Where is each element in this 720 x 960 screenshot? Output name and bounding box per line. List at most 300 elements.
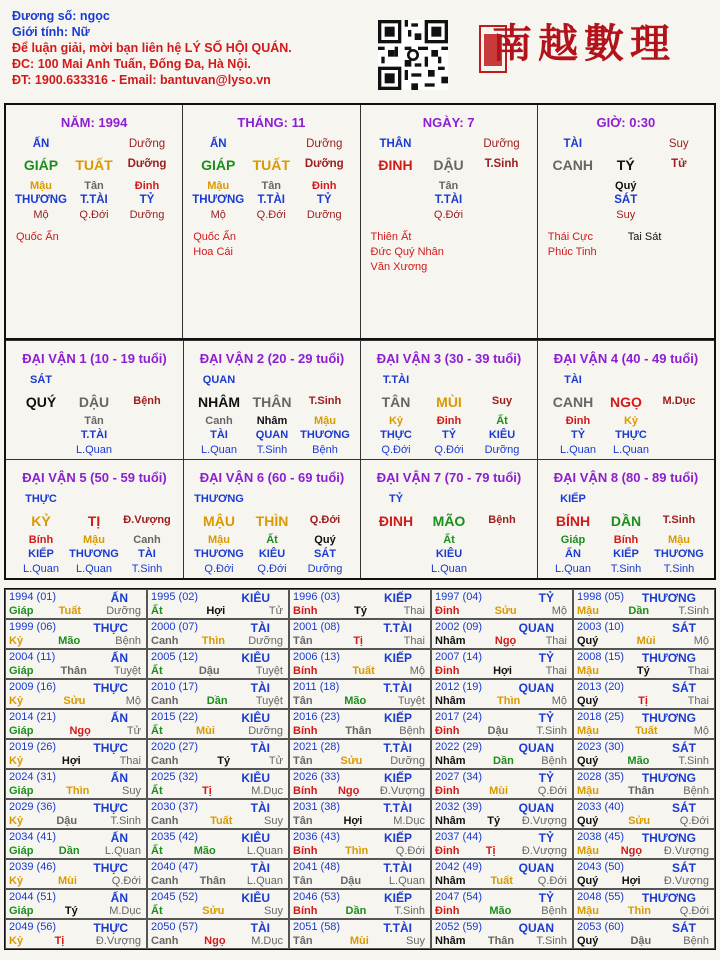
year-label: 2025 (32) <box>151 771 199 783</box>
year-phase: T.Sinh <box>536 725 567 737</box>
hidden-phase: L.Quan <box>200 444 238 456</box>
year-detail <box>577 785 709 797</box>
year-phase: Đ.Vượng <box>521 815 567 827</box>
year-phase: Suy <box>264 905 283 917</box>
year-cell <box>5 649 147 679</box>
pillar-title: NGÀY: 7 <box>422 115 475 130</box>
year-phase: T.Sinh <box>394 905 425 917</box>
dai-van-cell <box>360 459 537 578</box>
hidden-stem: Tân <box>438 180 459 192</box>
year-label: 1997 (04) <box>435 591 483 603</box>
pillar-title: THÁNG: 11 <box>237 115 306 130</box>
hidden-god: QUAN <box>255 429 289 441</box>
hidden-god: TÀI <box>210 429 228 441</box>
year-stem: Bính <box>293 785 318 797</box>
hidden-phase: L.Quan <box>554 563 592 575</box>
year-phase: Q.Đới <box>395 845 425 857</box>
hidden-god: THƯƠNG <box>194 548 244 560</box>
year-branch: Tị <box>202 785 212 797</box>
year-label: 2017 (24) <box>435 711 483 723</box>
year-label: 2027 (34) <box>435 771 483 783</box>
year-label: 2051 (58) <box>293 921 341 933</box>
hidden-stem: Quý <box>314 534 336 546</box>
year-phase: Thai <box>545 635 567 647</box>
dai-van-branch: THÌN <box>255 513 289 529</box>
year-stem: Đinh <box>435 785 460 797</box>
hidden-stem: Mậu <box>83 534 105 546</box>
year-phase: Q.Đới <box>537 875 567 887</box>
year-detail <box>151 935 283 947</box>
hidden-phase: Mộ <box>33 209 49 221</box>
year-label: 2041 (48) <box>293 861 341 873</box>
year-phase: Bệnh <box>541 755 567 767</box>
pillar-phase: Dưỡng <box>304 158 344 170</box>
year-phase: Mộ <box>551 695 567 707</box>
year-cell <box>431 769 573 799</box>
year-stem: Quý <box>577 635 599 647</box>
year-label: 1999 (06) <box>9 621 57 633</box>
hidden-god: KIÊU <box>258 548 286 560</box>
year-cell <box>289 709 431 739</box>
year-label: 2021 (28) <box>293 741 341 753</box>
hidden-phase: Dưỡng <box>307 563 343 575</box>
year-stem: Ất <box>151 665 163 677</box>
year-god: KIÊU <box>241 651 270 665</box>
hidden-god: ẤN <box>565 548 581 560</box>
hidden-stem: Đinh <box>134 180 160 192</box>
year-god: THƯƠNG <box>641 591 696 605</box>
hidden-phase: Dưỡng <box>484 444 520 456</box>
year-god: TỶ <box>538 711 554 725</box>
pillar-star: Thái Cực <box>547 231 594 243</box>
year-branch: Mão <box>344 695 367 707</box>
year-branch: Mão <box>58 635 81 647</box>
year-label: 2024 (31) <box>9 771 57 783</box>
year-label: 2013 (20) <box>577 681 625 693</box>
pillar-star: Phúc Tinh <box>547 246 597 258</box>
year-branch: Tị <box>54 935 65 947</box>
year-phase: Thai <box>119 755 141 767</box>
year-branch: Tý <box>487 815 501 827</box>
year-detail <box>151 605 283 617</box>
dai-van-god: THỰC <box>25 493 57 505</box>
dai-van-cell <box>6 340 183 459</box>
dai-van-stem: NHÂM <box>198 394 240 410</box>
hidden-stem: Kỷ <box>623 415 639 427</box>
year-god: TÀI <box>250 741 270 755</box>
year-cell <box>289 919 431 949</box>
year-cell <box>289 589 431 619</box>
year-label: 2018 (25) <box>577 711 625 723</box>
year-phase: Tuyệt <box>255 695 283 707</box>
year-god: THƯƠNG <box>641 771 696 785</box>
header-info <box>12 8 292 88</box>
year-god: THỰC <box>93 801 128 815</box>
year-label: 2033 (40) <box>577 801 625 813</box>
year-god: QUAN <box>518 681 554 695</box>
year-cell <box>147 889 289 919</box>
year-god: ẤN <box>110 591 128 605</box>
year-detail <box>9 875 141 887</box>
year-stem: Bính <box>293 905 318 917</box>
year-label: 2039 (46) <box>9 861 57 873</box>
hidden-phase: L.Quan <box>75 563 113 575</box>
year-cell <box>5 739 147 769</box>
year-phase: Mộ <box>551 605 567 617</box>
year-cell <box>573 739 715 769</box>
year-detail <box>435 785 567 797</box>
hidden-stem: Ất <box>496 415 508 427</box>
year-phase: Thai <box>545 665 567 677</box>
year-god: THỰC <box>93 741 128 755</box>
contact-line: Để luận giải, mời bạn liên hệ LÝ SỐ HỘI QUÁN. <box>12 41 292 55</box>
year-cell <box>289 739 431 769</box>
year-branch: Hợi <box>493 665 512 677</box>
year-stem: Đinh <box>435 605 460 617</box>
hidden-phase: Q.Đới <box>204 563 234 575</box>
year-cell <box>289 799 431 829</box>
year-cell <box>147 589 289 619</box>
year-label: 2012 (19) <box>435 681 483 693</box>
dai-van-phase: Bệnh <box>133 395 161 407</box>
year-branch: Dậu <box>340 875 362 887</box>
year-stem: Canh <box>151 755 179 767</box>
pillar-column <box>6 105 182 338</box>
hidden-phase: Dưỡng <box>129 209 165 221</box>
year-god: KIÊU <box>241 831 270 845</box>
pillar-column <box>537 105 714 338</box>
year-branch: Mùi <box>195 725 215 737</box>
year-phase: Dưỡng <box>248 725 283 737</box>
year-cell <box>5 799 147 829</box>
year-branch: Mùi <box>489 785 509 797</box>
year-god: SÁT <box>672 801 696 815</box>
year-branch: Dậu <box>198 665 220 677</box>
year-phase: Tử <box>268 605 283 617</box>
year-label: 1994 (01) <box>9 591 57 603</box>
year-god: TÀI <box>250 921 270 935</box>
year-god: KIẾP <box>383 651 412 665</box>
hidden-phase: Mộ <box>210 209 226 221</box>
year-cell <box>289 859 431 889</box>
year-branch: Tuất <box>490 875 513 887</box>
year-cell <box>573 619 715 649</box>
dai-van-god: THƯƠNG <box>194 493 244 505</box>
year-detail <box>435 815 567 827</box>
year-stem: Nhâm <box>435 695 466 707</box>
dai-van-god: SÁT <box>30 374 52 386</box>
year-stem: Tân <box>293 695 313 707</box>
hidden-stem: Mậu <box>208 534 230 546</box>
year-cell <box>573 649 715 679</box>
year-label: 1998 (05) <box>577 591 625 603</box>
yearly-table <box>4 588 716 950</box>
pillar-star: Quốc Ấn <box>16 231 59 243</box>
year-detail <box>293 695 425 707</box>
year-label: 2048 (55) <box>577 891 625 903</box>
year-god: T.TÀI <box>383 921 412 935</box>
gender: Giới tính: Nữ <box>12 25 90 39</box>
year-stem: Canh <box>151 695 179 707</box>
year-cell <box>5 859 147 889</box>
year-detail <box>577 935 709 947</box>
year-cell <box>573 769 715 799</box>
year-branch: Tuất <box>210 815 233 827</box>
year-branch: Thìn <box>201 635 225 647</box>
year-label: 2019 (26) <box>9 741 57 753</box>
year-branch: Dậu <box>630 935 652 947</box>
year-stem: Tân <box>293 875 313 887</box>
year-phase: Thai <box>403 605 425 617</box>
hidden-god: THƯƠNG <box>192 194 245 206</box>
year-detail <box>293 605 425 617</box>
year-phase: Mộ <box>409 665 425 677</box>
year-cell <box>5 619 147 649</box>
hidden-phase: L.Quan <box>430 563 468 575</box>
year-stem: Kỷ <box>9 875 24 887</box>
pillar-stem: CANH <box>552 157 593 173</box>
year-god: SÁT <box>672 621 696 635</box>
hidden-god: THỰC <box>615 429 647 441</box>
year-detail <box>577 695 709 707</box>
year-detail <box>9 695 141 707</box>
year-phase: Thai <box>403 635 425 647</box>
year-stem: Ất <box>151 845 163 857</box>
pillar-top-phase: Dưỡng <box>306 138 343 150</box>
hidden-god: T.TÀI <box>80 194 108 206</box>
year-cell <box>431 919 573 949</box>
pillar-phase: T.Sinh <box>484 158 519 170</box>
year-god: TỶ <box>538 651 554 665</box>
year-god: TÀI <box>250 621 270 635</box>
hidden-phase: L.Quan <box>75 444 113 456</box>
pillar-top-phase: Dưỡng <box>483 138 520 150</box>
hidden-god: TỶ <box>441 429 457 441</box>
year-stem: Mậu <box>577 605 599 617</box>
hidden-god: TỶ <box>570 429 586 441</box>
hidden-phase: T.Sinh <box>610 563 642 575</box>
dai-van-god: TÀI <box>564 374 582 386</box>
dai-van-stem: KỶ <box>31 513 51 529</box>
year-branch: Thìn <box>345 845 369 857</box>
year-phase: Bệnh <box>683 935 709 947</box>
year-phase: M.Dục <box>109 905 141 917</box>
year-detail <box>293 725 425 737</box>
year-god: ẤN <box>110 891 128 905</box>
dai-van-cell <box>6 459 183 578</box>
hidden-stem: Ất <box>266 534 278 546</box>
year-phase: Tuyệt <box>255 665 283 677</box>
hidden-god: THƯƠNG <box>300 429 350 441</box>
year-cell <box>431 829 573 859</box>
hidden-stem: Đinh <box>565 415 591 427</box>
year-stem: Kỷ <box>9 935 24 947</box>
year-god: QUAN <box>518 621 554 635</box>
dai-van-title: ĐẠI VẬN 7 (70 - 79 tuổi) <box>376 470 522 485</box>
year-phase: Q.Đới <box>537 785 567 797</box>
year-label: 2042 (49) <box>435 861 483 873</box>
year-phase: Đ.Vượng <box>663 845 709 857</box>
dai-van-cell <box>537 340 714 459</box>
pillar-top-god: ẤN <box>209 138 227 150</box>
year-detail <box>435 755 567 767</box>
year-god: ẤN <box>110 831 128 845</box>
year-cell <box>431 649 573 679</box>
year-label: 2040 (47) <box>151 861 199 873</box>
hidden-god: THỰC <box>380 429 412 441</box>
year-cell <box>573 679 715 709</box>
year-branch: Thân <box>487 935 515 947</box>
pillar-title: GIỜ: 0:30 <box>596 115 656 130</box>
year-stem: Tân <box>293 815 313 827</box>
year-cell <box>147 619 289 649</box>
year-cell <box>431 619 573 649</box>
year-detail <box>577 905 709 917</box>
pillar-stem: GIÁP <box>201 157 236 173</box>
dai-van-phase: M.Dục <box>662 395 696 407</box>
year-detail <box>9 845 141 857</box>
year-stem: Canh <box>151 935 179 947</box>
hidden-stem: Tân <box>84 180 104 192</box>
dai-van-phase: T.Sinh <box>308 395 342 407</box>
year-phase: Dưỡng <box>248 635 283 647</box>
year-cell <box>289 769 431 799</box>
year-cell <box>289 649 431 679</box>
year-stem: Kỷ <box>9 755 24 767</box>
hidden-stem: Canh <box>205 415 233 427</box>
year-branch: Mùi <box>349 935 369 947</box>
year-stem: Bính <box>293 665 318 677</box>
year-god: TỶ <box>538 831 554 845</box>
year-cell <box>147 919 289 949</box>
year-god: THỰC <box>93 681 128 695</box>
year-god: KIẾP <box>383 591 412 605</box>
year-god: KIẾP <box>383 891 412 905</box>
dai-van-title: ĐẠI VẬN 5 (50 - 59 tuổi) <box>22 470 167 485</box>
year-label: 2036 (43) <box>293 831 341 843</box>
year-branch: Ngọ <box>620 845 643 857</box>
year-branch: Dần <box>628 605 650 617</box>
hidden-god: KIÊU <box>488 429 516 441</box>
year-detail <box>577 605 709 617</box>
year-god: ẤN <box>110 771 128 785</box>
year-detail <box>151 695 283 707</box>
year-label: 2050 (57) <box>151 921 199 933</box>
year-branch: Hợi <box>61 755 81 767</box>
year-branch: Mùi <box>636 635 656 647</box>
year-god: TỶ <box>538 891 554 905</box>
year-stem: Quý <box>577 755 599 767</box>
hidden-stem: Mậu <box>30 180 52 192</box>
hidden-god: T.TÀI <box>257 194 285 206</box>
hidden-stem: Đinh <box>436 415 462 427</box>
year-label: 2014 (21) <box>9 711 57 723</box>
year-god: T.TÀI <box>383 861 412 875</box>
year-label: 2010 (17) <box>151 681 199 693</box>
year-label: 2046 (53) <box>293 891 341 903</box>
hidden-phase: Q.Đới <box>434 444 464 456</box>
year-phase: Thai <box>687 665 709 677</box>
year-stem: Canh <box>151 815 179 827</box>
year-stem: Bính <box>293 605 318 617</box>
pillar-branch: DẬU <box>433 157 464 173</box>
year-phase: M.Dục <box>393 815 425 827</box>
year-label: 2001 (08) <box>293 621 341 633</box>
year-god: THƯƠNG <box>641 651 696 665</box>
year-label: 2035 (42) <box>151 831 199 843</box>
year-label: 2044 (51) <box>9 891 57 903</box>
hidden-phase: L.Quan <box>612 444 650 456</box>
year-phase: Mộ <box>125 695 141 707</box>
year-god: KIẾP <box>383 771 412 785</box>
year-branch: Dần <box>206 695 228 707</box>
year-stem: Giáp <box>9 605 34 617</box>
year-god: TÀI <box>250 861 270 875</box>
hidden-stem: Bính <box>613 534 639 546</box>
year-label: 2028 (35) <box>577 771 625 783</box>
year-stem: Nhâm <box>435 755 466 767</box>
year-branch: Mùi <box>57 875 77 887</box>
year-cell <box>5 919 147 949</box>
hidden-god: TỶ <box>316 194 332 206</box>
dai-van-title: ĐẠI VẬN 3 (30 - 39 tuổi) <box>376 351 522 366</box>
year-cell <box>289 619 431 649</box>
logo-text: 南越數理 <box>492 20 676 67</box>
year-god: T.TÀI <box>383 741 412 755</box>
pillar-phase: Tử <box>671 158 687 170</box>
pillar-stem: GIÁP <box>23 157 59 173</box>
year-detail <box>151 755 283 767</box>
year-detail <box>151 635 283 647</box>
hidden-god: SÁT <box>614 194 638 206</box>
year-phase: Đ.Vượng <box>95 935 141 947</box>
hidden-phase: L.Quan <box>559 444 597 456</box>
year-phase: Mộ <box>693 725 709 737</box>
year-branch: Hợi <box>343 815 363 827</box>
year-god: KIÊU <box>241 891 270 905</box>
year-cell <box>5 769 147 799</box>
year-label: 2031 (38) <box>293 801 341 813</box>
hidden-stem: Tân <box>261 180 282 192</box>
dai-van-god: KIẾP <box>560 493 586 505</box>
year-stem: Tân <box>293 635 313 647</box>
pillar-top-god: ẤN <box>32 138 50 150</box>
year-branch: Ngọ <box>494 635 517 647</box>
year-stem: Nhâm <box>435 935 466 947</box>
year-label: 2000 (07) <box>151 621 199 633</box>
hidden-god: TỶ <box>139 194 155 206</box>
year-label: 2026 (33) <box>293 771 341 783</box>
year-branch: Dần <box>493 755 514 767</box>
hidden-phase: Q.Đới <box>256 209 286 221</box>
year-god: KIÊU <box>241 711 270 725</box>
year-cell <box>431 709 573 739</box>
year-cell <box>5 889 147 919</box>
hidden-stem: Mậu <box>207 180 230 192</box>
year-phase: Dưỡng <box>106 605 141 617</box>
year-label: 2006 (13) <box>293 651 341 663</box>
year-cell <box>431 739 573 769</box>
pillar-top-phase: Dưỡng <box>128 138 166 150</box>
year-detail <box>293 815 425 827</box>
year-god: THỰC <box>93 861 128 875</box>
year-label: 2034 (41) <box>9 831 57 843</box>
pillar-column <box>182 105 359 338</box>
year-god: QUAN <box>518 861 554 875</box>
year-stem: Quý <box>577 875 599 887</box>
year-detail <box>293 755 425 767</box>
year-cell <box>431 799 573 829</box>
